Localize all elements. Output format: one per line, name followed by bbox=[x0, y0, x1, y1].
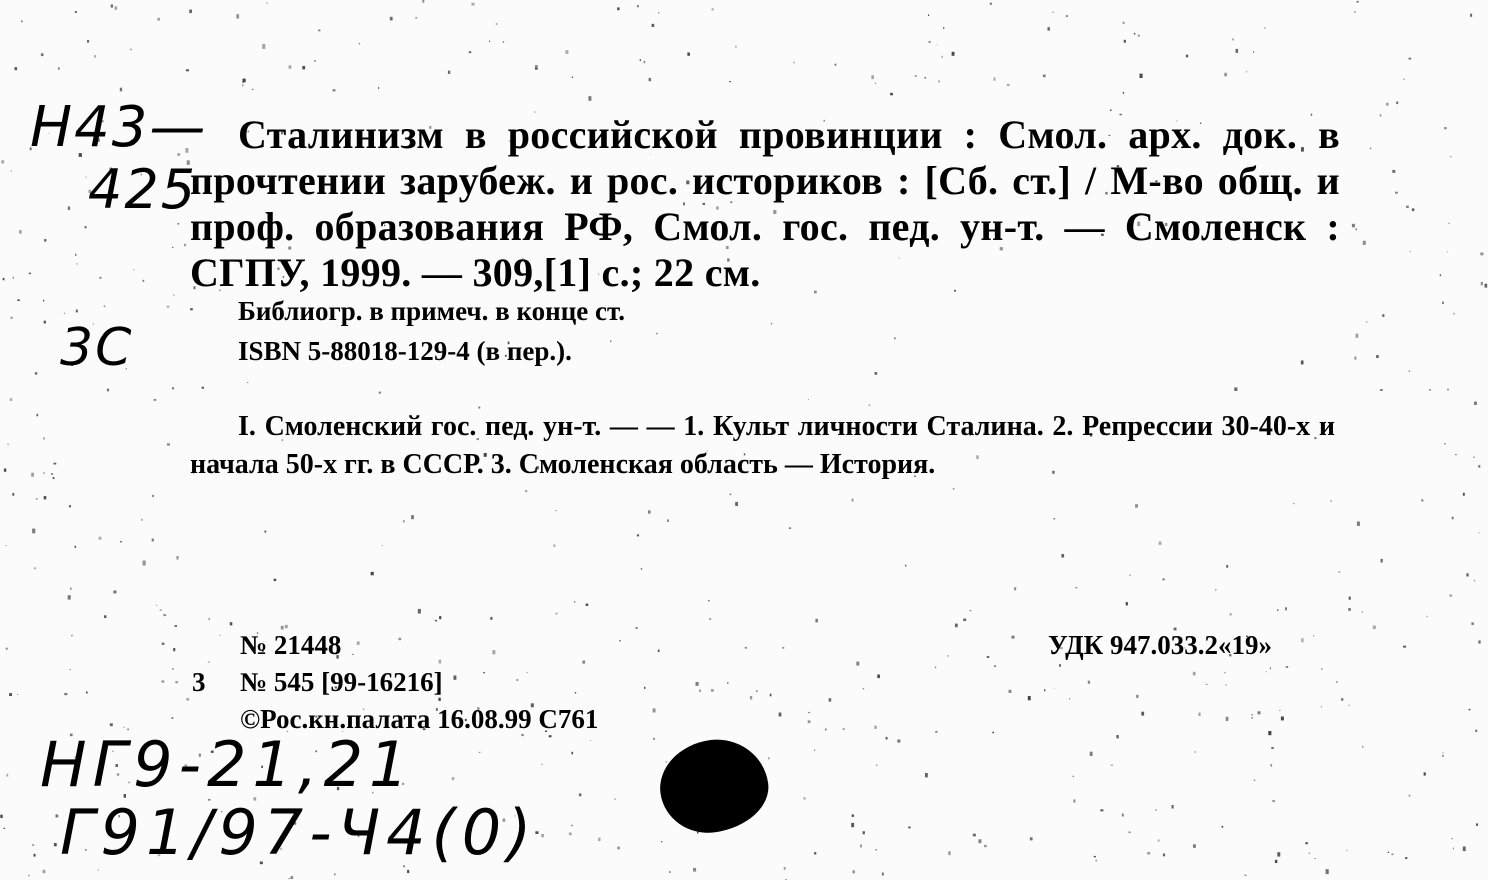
isbn-line: ISBN 5-88018-129-4 (в пер.). bbox=[238, 336, 572, 366]
bibliography-note: Библиогр. в примеч. в конце ст. bbox=[238, 296, 625, 326]
copy-count: 3 bbox=[192, 667, 206, 697]
udc-code: УДК 947.033.2«19» bbox=[1048, 630, 1272, 660]
handwritten-shelf-2: Г91/97-Ч4(0) bbox=[60, 796, 538, 869]
handwritten-code-mid: 3C bbox=[60, 318, 134, 378]
book-chamber-stamp: ©Рос.кн.палата 16.08.99 С761 bbox=[240, 704, 599, 734]
record-number-2: № 545 [99-16216] bbox=[240, 667, 443, 697]
record-number: № 21448 bbox=[240, 630, 342, 660]
handwritten-shelf-1: НГ9-21,21 bbox=[40, 728, 415, 801]
handwritten-code-top-2: 425 bbox=[88, 158, 198, 221]
handwritten-code-top-1: Н43— bbox=[30, 95, 208, 160]
subject-headings: I. Смоленский гос. пед. ун-т. — — 1. Культ личности Сталина. 2. Репрессии 30-40-х и начала 50-х гг. в СССР. 3. Смоленская область — История. bbox=[190, 411, 1335, 480]
bibliographic-description: Сталинизм в российской провинции : Смол. арх. док. в прочтении зарубеж. и рос. историков : [Сб. ст.] / М-во общ. и проф. образования РФ, Смол. гос. пед. ун-т. — Смоленск : СГПУ, 1999. — 309,[1] с.; 22 см. bbox=[190, 112, 1340, 295]
